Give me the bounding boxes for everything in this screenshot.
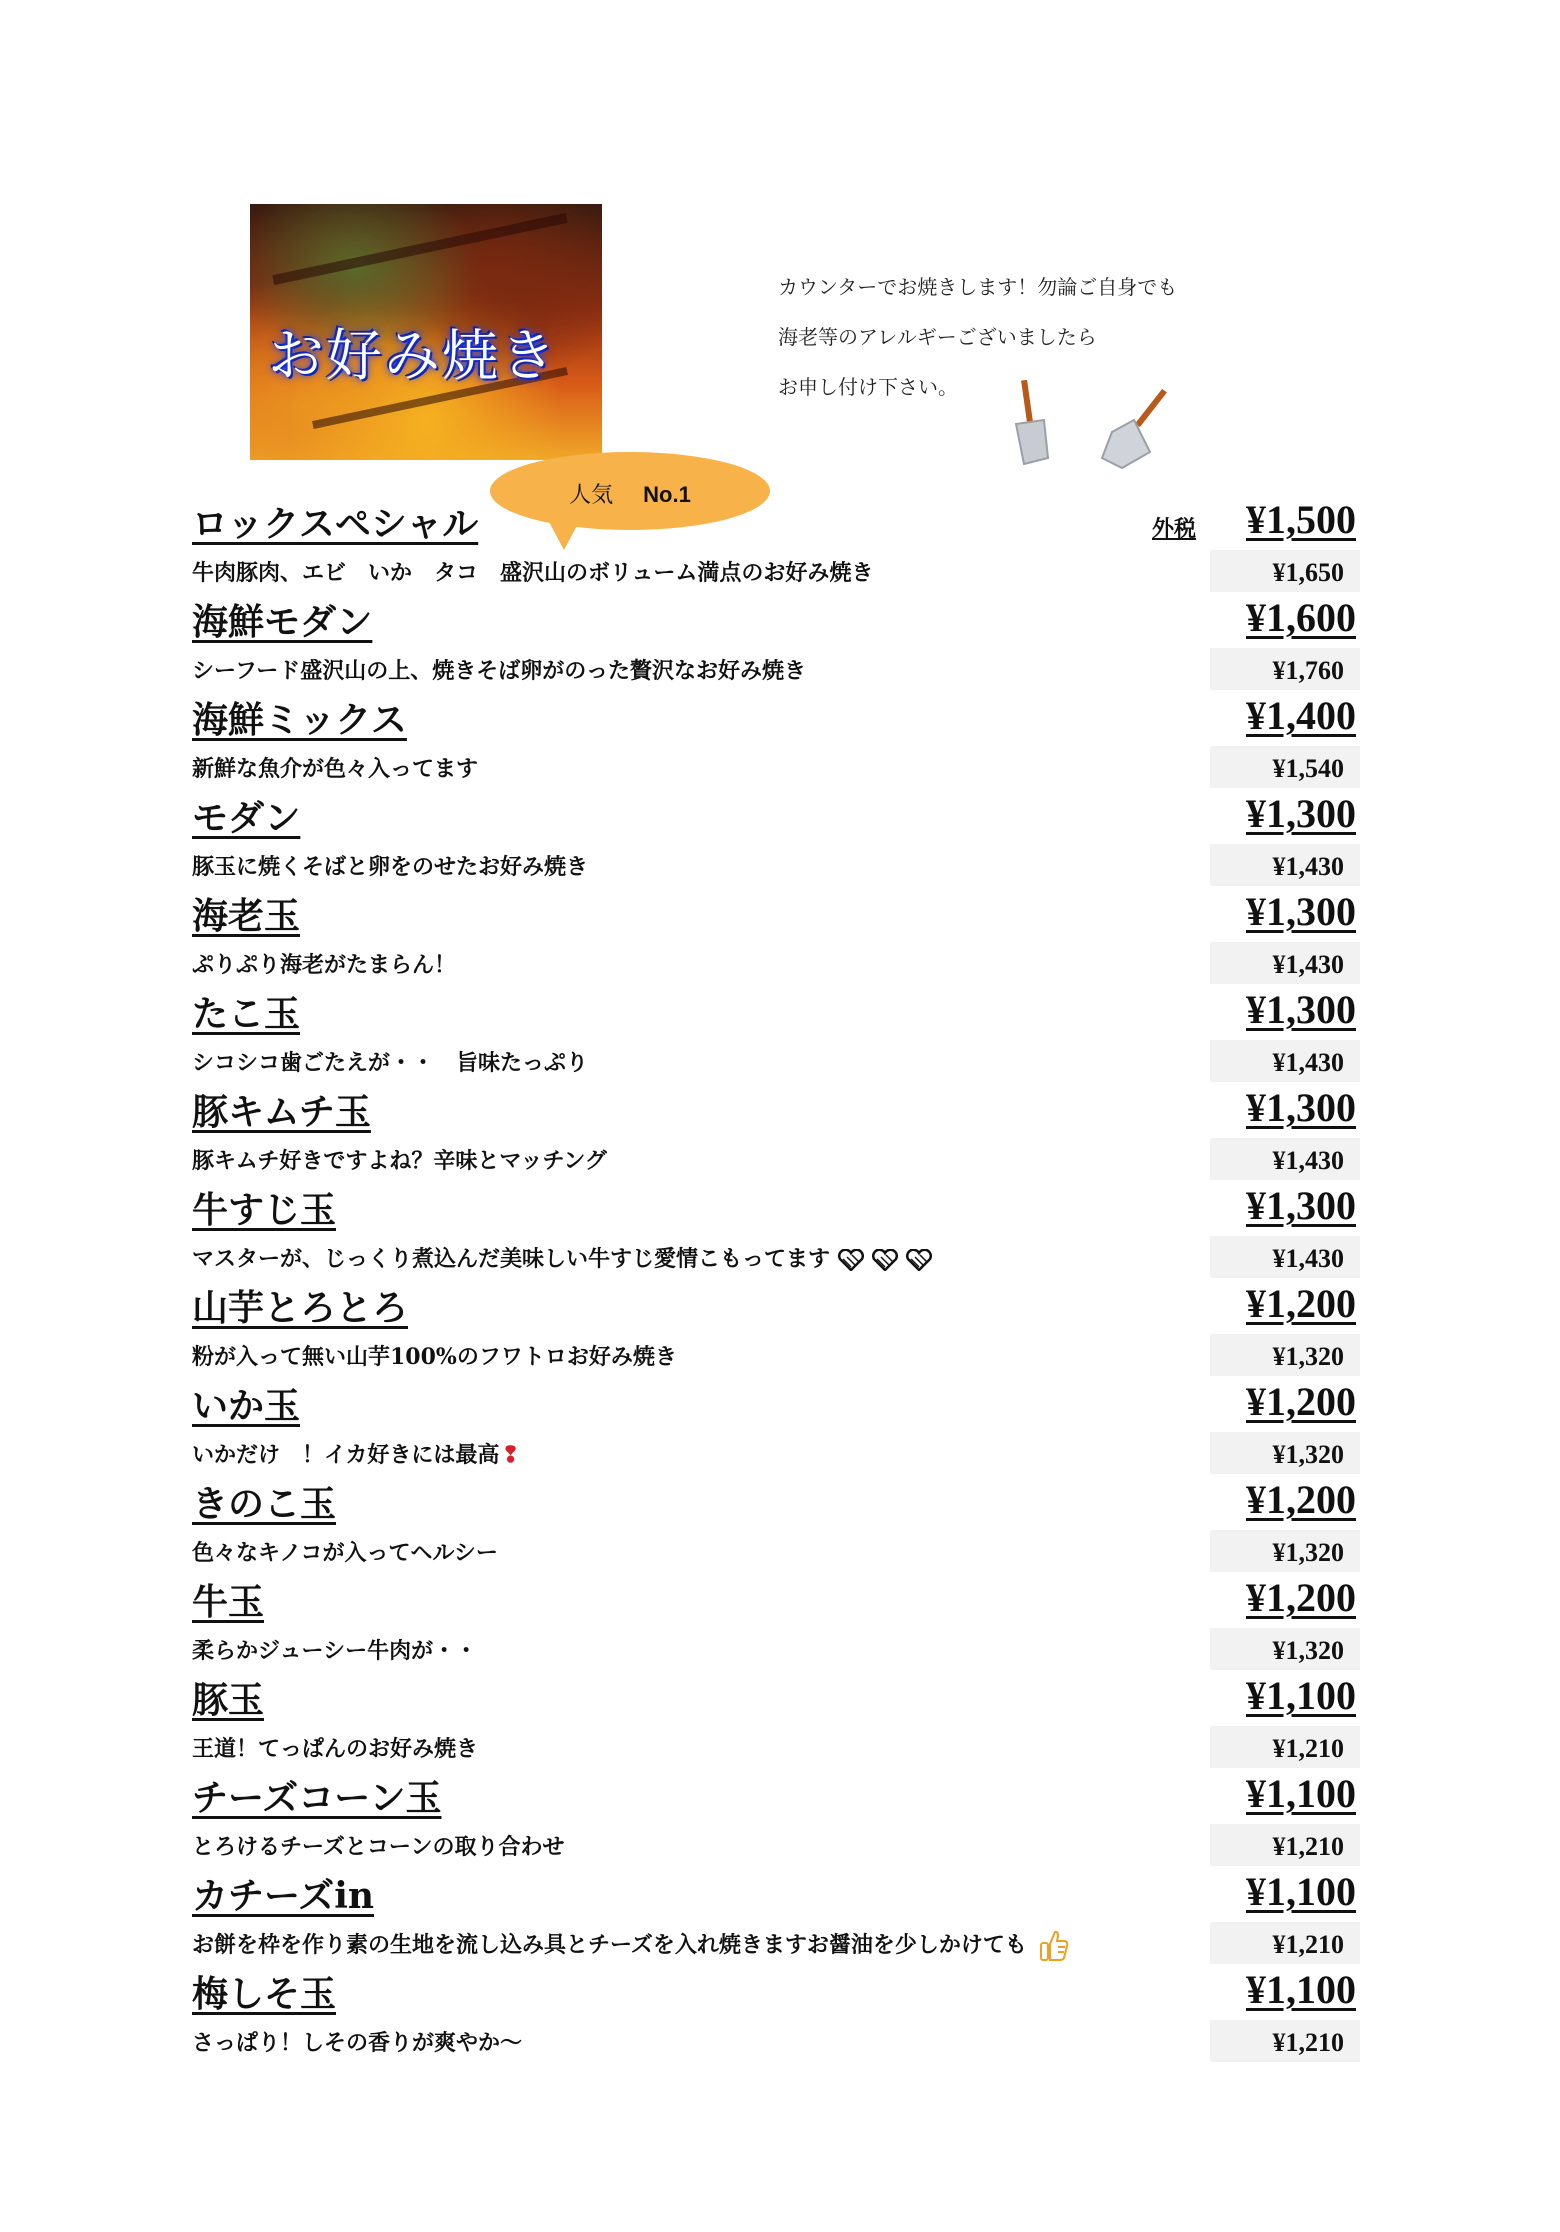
item-price-tax: ¥1,210 xyxy=(1272,2028,1344,2057)
item-name: たこ玉 xyxy=(192,993,301,1035)
item-description: さっぱり！しその香りが爽やか～ xyxy=(192,2030,523,2056)
menu-item xyxy=(192,1474,1360,1572)
item-name: チーズコーン玉 xyxy=(192,1777,442,1819)
menu-item xyxy=(192,1278,1360,1376)
item-price: ¥1,100 xyxy=(1246,1869,1356,1914)
item-price: ¥1,300 xyxy=(1246,1085,1356,1130)
thumbs-up-icon xyxy=(1039,1929,1069,1963)
item-price-tax: ¥1,430 xyxy=(1272,852,1344,881)
item-price-tax-box xyxy=(1210,648,1360,690)
badge-rank: No.1 xyxy=(643,482,691,507)
item-price-tax: ¥1,320 xyxy=(1272,1342,1344,1371)
item-price-tax: ¥1,210 xyxy=(1272,1734,1344,1763)
item-price-tax-box xyxy=(1210,844,1360,886)
item-price: ¥1,200 xyxy=(1246,1281,1356,1326)
notice-line: お申し付け下さい。 xyxy=(778,375,958,399)
item-name: 海鮮モダン xyxy=(192,601,373,643)
item-price-tax: ¥1,320 xyxy=(1272,1636,1344,1665)
menu-item xyxy=(192,1082,1360,1180)
item-description: 柔らかジューシー牛肉が・・ xyxy=(192,1638,478,1664)
item-description: 新鮮な魚介が色々入ってます xyxy=(192,756,479,782)
item-price-tax-box xyxy=(1210,1236,1360,1278)
menu-item xyxy=(192,592,1360,690)
item-price-tax-box xyxy=(1210,1824,1360,1866)
item-price: ¥1,300 xyxy=(1246,791,1356,836)
menu-item xyxy=(192,1866,1360,1964)
item-price: ¥1,100 xyxy=(1246,1967,1356,2012)
item-price-tax: ¥1,320 xyxy=(1272,1538,1344,1567)
item-description: マスターが、じっくり煮込んだ美味しい牛すじ愛情こもってます xyxy=(192,1246,831,1272)
item-price: ¥1,500 xyxy=(1246,497,1356,542)
item-price: ¥1,400 xyxy=(1246,693,1356,738)
item-price-tax-box xyxy=(1210,1334,1360,1376)
item-price-tax: ¥1,320 xyxy=(1272,1440,1344,1469)
item-price: ¥1,200 xyxy=(1246,1575,1356,1620)
menu-item xyxy=(192,1376,1360,1474)
badge-label: 人気 xyxy=(569,483,614,508)
item-description: 王道！てっぱんのお好み焼き xyxy=(192,1736,479,1762)
item-name: 梅しそ玉 xyxy=(192,1973,337,2015)
spatula-icon xyxy=(1010,380,1170,490)
menu-item xyxy=(192,1572,1360,1670)
item-name: きのこ玉 xyxy=(192,1483,337,1525)
item-description: とろけるチーズとコーンの取り合わせ xyxy=(192,1834,565,1860)
item-name: カチーズin xyxy=(192,1875,375,1917)
item-price-tax-box xyxy=(1210,1530,1360,1572)
item-price-tax: ¥1,430 xyxy=(1272,1048,1344,1077)
item-price: ¥1,300 xyxy=(1246,889,1356,934)
notice-line: カウンターでお焼きします！勿論ご自身でも xyxy=(778,275,1178,299)
item-name: 豚キムチ玉 xyxy=(192,1091,371,1133)
item-description: 牛肉豚肉、エビ いか タコ 盛沢山のボリューム満点のお好み焼き xyxy=(192,560,874,586)
item-price-tax-box xyxy=(1210,1922,1360,1964)
item-description: 色々なキノコが入ってヘルシー xyxy=(192,1540,498,1566)
item-price-tax: ¥1,430 xyxy=(1272,1146,1344,1175)
menu-list xyxy=(192,494,1360,2062)
menu-item xyxy=(192,1964,1360,2062)
item-price-tax-box xyxy=(1210,2020,1360,2062)
item-name: 牛玉 xyxy=(192,1581,265,1623)
menu-item xyxy=(192,886,1360,984)
item-price: ¥1,300 xyxy=(1246,987,1356,1032)
item-price-tax: ¥1,210 xyxy=(1272,1832,1344,1861)
item-description: ぷりぷり海老がたまらん！ xyxy=(192,952,457,978)
item-price-tax: ¥1,540 xyxy=(1272,754,1344,783)
item-description: シーフード盛沢山の上、焼きそば卵がのった贅沢なお好み焼き xyxy=(192,658,807,684)
item-description: お餅を枠を作り素の生地を流し込み具とチーズを入れ焼きますお醤油を少しかけても xyxy=(192,1932,1027,1958)
item-name: 牛すじ玉 xyxy=(192,1189,337,1231)
item-name: 豚玉 xyxy=(192,1679,265,1721)
item-price: ¥1,200 xyxy=(1246,1379,1356,1424)
menu-item xyxy=(192,984,1360,1082)
menu-item xyxy=(192,1180,1360,1278)
item-price-tax: ¥1,210 xyxy=(1272,1930,1344,1959)
notice-line: 海老等のアレルギーございましたら xyxy=(778,325,1097,349)
exclamation-icon: ❢ xyxy=(501,1442,520,1468)
item-description: シコシコ歯ごたえが・・ 旨味たっぷり xyxy=(192,1050,589,1076)
menu-item xyxy=(192,1670,1360,1768)
item-description: 豚キムチ好きですよね？辛味とマッチング xyxy=(192,1148,607,1174)
item-description: いかだけ ！イカ好きには最高 xyxy=(192,1442,500,1468)
heart-icon xyxy=(838,1249,864,1271)
item-price-tax-box xyxy=(1210,550,1360,592)
item-price: ¥1,600 xyxy=(1246,595,1356,640)
page-title: お好み焼き xyxy=(268,324,558,389)
hero-texture xyxy=(272,213,568,285)
item-description-wrap xyxy=(192,1928,1069,1963)
item-price-tax-box xyxy=(1210,942,1360,984)
okonomiyaki-hero-image xyxy=(250,204,602,460)
heart-icon xyxy=(906,1249,932,1271)
item-name: ロックスペシャル xyxy=(192,503,479,545)
item-description: 粉が入って無い山芋100%のフワトロお好み焼き xyxy=(192,1344,677,1370)
item-price-tax-box xyxy=(1210,1432,1360,1474)
item-price-tax-box xyxy=(1210,1628,1360,1670)
item-price-tax: ¥1,650 xyxy=(1272,558,1344,587)
item-price: ¥1,300 xyxy=(1246,1183,1356,1228)
item-price-tax-box xyxy=(1210,1726,1360,1768)
menu-item xyxy=(192,690,1360,788)
heart-icon xyxy=(872,1249,898,1271)
item-name: 山芋とろとろ xyxy=(192,1287,409,1329)
item-price-tax-box xyxy=(1210,1138,1360,1180)
item-name: 海鮮ミックス xyxy=(192,699,407,741)
item-description-wrap xyxy=(192,1242,932,1273)
item-name: モダン xyxy=(192,797,301,839)
item-price-tax: ¥1,760 xyxy=(1272,656,1344,685)
item-price-tax: ¥1,430 xyxy=(1272,950,1344,979)
item-name: いか玉 xyxy=(192,1385,301,1427)
item-price: ¥1,100 xyxy=(1246,1771,1356,1816)
item-price-tax-box xyxy=(1210,1040,1360,1082)
menu-item xyxy=(192,1768,1360,1866)
item-price: ¥1,200 xyxy=(1246,1477,1356,1522)
menu-item xyxy=(192,788,1360,886)
tax-excluded-label: 外税 xyxy=(1152,516,1197,542)
item-price-tax: ¥1,430 xyxy=(1272,1244,1344,1273)
item-description-wrap xyxy=(192,1438,520,1469)
item-name: 海老玉 xyxy=(192,895,301,937)
item-description: 豚玉に焼くそばと卵をのせたお好み焼き xyxy=(192,854,589,880)
menu-item xyxy=(192,494,1360,592)
item-price-tax-box xyxy=(1210,746,1360,788)
item-price: ¥1,100 xyxy=(1246,1673,1356,1718)
